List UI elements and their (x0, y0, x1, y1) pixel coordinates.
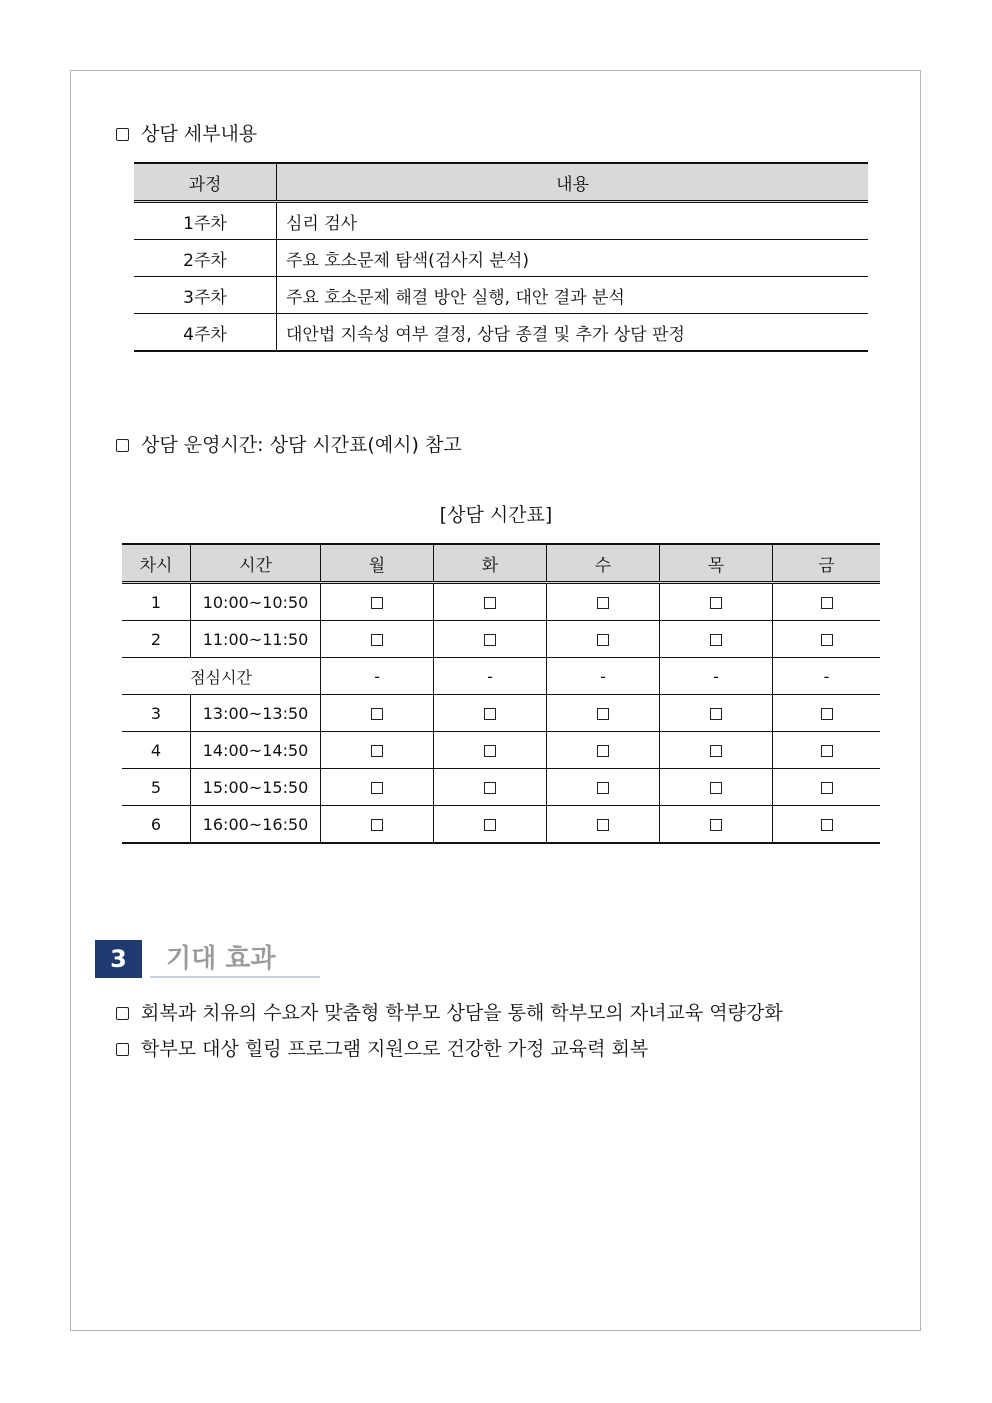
checkbox[interactable] (371, 782, 383, 794)
square-bullet-icon (116, 1043, 129, 1056)
checkbox[interactable] (371, 597, 383, 609)
checkbox[interactable] (371, 819, 383, 831)
content-cell: 심리 검사 (277, 202, 869, 240)
detail-table-header (134, 163, 868, 202)
checkbox[interactable] (597, 634, 609, 646)
week-cell: 2주차 (134, 240, 277, 277)
section-number-badge: 3 (95, 940, 142, 978)
wed-cell (547, 732, 660, 769)
thu-cell (660, 806, 773, 844)
tue-cell (434, 732, 547, 769)
header-content: 내용 (277, 163, 869, 202)
checkbox[interactable] (821, 597, 833, 609)
table-row (134, 202, 868, 240)
time-cell: 14:00~14:50 (191, 732, 321, 769)
bullet-effect-text: 회복과 치유의 수요자 맞춤형 학부모 상담을 통해 학부모의 자녀교육 역량강화 (141, 1002, 783, 1024)
tue-cell (434, 806, 547, 844)
tue-cell (434, 769, 547, 806)
header-wed: 수 (547, 544, 660, 583)
week-cell: 1주차 (134, 202, 277, 240)
mon-cell (321, 583, 434, 621)
schedule-table (122, 543, 880, 844)
time-cell: 15:00~15:50 (191, 769, 321, 806)
table-row (122, 769, 880, 806)
checkbox[interactable] (597, 819, 609, 831)
table-row (134, 240, 868, 277)
checkbox[interactable] (821, 782, 833, 794)
lunch-row (122, 658, 880, 695)
dash-cell: - (321, 658, 434, 695)
thu-cell (660, 732, 773, 769)
bullet-effect-1 (116, 1001, 783, 1025)
table-row (122, 583, 880, 621)
tue-cell (434, 621, 547, 658)
wed-cell (547, 583, 660, 621)
checkbox[interactable] (371, 634, 383, 646)
bullet-hours-text: 상담 운영시간: 상담 시간표(예시) 참고 (141, 434, 462, 456)
checkbox[interactable] (484, 708, 496, 720)
time-cell: 11:00~11:50 (191, 621, 321, 658)
thu-cell (660, 769, 773, 806)
checkbox[interactable] (710, 782, 722, 794)
content-cell: 주요 호소문제 해결 방안 실행, 대안 결과 분석 (277, 277, 869, 314)
section-title: 기대 효과 (150, 940, 320, 978)
checkbox[interactable] (484, 597, 496, 609)
bullet-hours (116, 433, 462, 457)
schedule-caption: [상담 시간표] (439, 504, 553, 526)
checkbox[interactable] (821, 708, 833, 720)
bullet-effect-2 (116, 1037, 648, 1061)
mon-cell (321, 769, 434, 806)
square-bullet-icon (116, 128, 129, 141)
checkbox[interactable] (484, 819, 496, 831)
fri-cell (773, 769, 881, 806)
detail-table (134, 162, 868, 352)
header-session: 차시 (122, 544, 191, 583)
wed-cell (547, 695, 660, 732)
table-row (134, 277, 868, 314)
mon-cell (321, 695, 434, 732)
session-cell: 4 (122, 732, 191, 769)
content-cell: 주요 호소문제 탐색(검사지 분석) (277, 240, 869, 277)
table-row (122, 732, 880, 769)
time-cell: 10:00~10:50 (191, 583, 321, 621)
wed-cell (547, 806, 660, 844)
checkbox[interactable] (710, 708, 722, 720)
mon-cell (321, 621, 434, 658)
checkbox[interactable] (484, 634, 496, 646)
time-cell: 16:00~16:50 (191, 806, 321, 844)
fri-cell (773, 621, 881, 658)
fri-cell (773, 583, 881, 621)
square-bullet-icon (116, 1007, 129, 1020)
time-cell: 13:00~13:50 (191, 695, 321, 732)
week-cell: 3주차 (134, 277, 277, 314)
checkbox[interactable] (597, 745, 609, 757)
dash-cell: - (434, 658, 547, 695)
dash-cell: - (660, 658, 773, 695)
wed-cell (547, 621, 660, 658)
header-time: 시간 (191, 544, 321, 583)
header-course: 과정 (134, 163, 277, 202)
bullet-effect-text: 학부모 대상 힐링 프로그램 지원으로 건강한 가정 교육력 회복 (141, 1038, 649, 1060)
mon-cell (321, 732, 434, 769)
square-bullet-icon (116, 439, 129, 452)
session-cell: 2 (122, 621, 191, 658)
fri-cell (773, 732, 881, 769)
mon-cell (321, 806, 434, 844)
session-cell: 6 (122, 806, 191, 844)
table-row (122, 621, 880, 658)
bullet-detail-text: 상담 세부내용 (141, 123, 258, 145)
checkbox[interactable] (597, 782, 609, 794)
checkbox[interactable] (371, 708, 383, 720)
table-row (134, 314, 868, 352)
session-cell: 3 (122, 695, 191, 732)
checkbox[interactable] (821, 819, 833, 831)
checkbox[interactable] (597, 708, 609, 720)
fri-cell (773, 695, 881, 732)
bullet-detail (116, 122, 257, 146)
header-tue: 화 (434, 544, 547, 583)
checkbox[interactable] (821, 745, 833, 757)
checkbox[interactable] (710, 819, 722, 831)
header-thu: 목 (660, 544, 773, 583)
week-cell: 4주차 (134, 314, 277, 352)
session-cell: 1 (122, 583, 191, 621)
table-row (122, 695, 880, 732)
tue-cell (434, 583, 547, 621)
checkbox[interactable] (710, 597, 722, 609)
checkbox[interactable] (710, 745, 722, 757)
tue-cell (434, 695, 547, 732)
schedule-header (122, 544, 880, 583)
fri-cell (773, 806, 881, 844)
dash-cell: - (773, 658, 881, 695)
dash-cell: - (547, 658, 660, 695)
checkbox[interactable] (484, 782, 496, 794)
checkbox[interactable] (371, 745, 383, 757)
checkbox[interactable] (710, 634, 722, 646)
content-cell: 대안법 지속성 여부 결정, 상담 종결 및 추가 상담 판정 (277, 314, 869, 352)
thu-cell (660, 621, 773, 658)
checkbox[interactable] (821, 634, 833, 646)
thu-cell (660, 695, 773, 732)
thu-cell (660, 583, 773, 621)
checkbox[interactable] (484, 745, 496, 757)
checkbox[interactable] (597, 597, 609, 609)
wed-cell (547, 769, 660, 806)
lunch-cell: 점심시간 (122, 658, 321, 695)
table-row (122, 806, 880, 844)
header-mon: 월 (321, 544, 434, 583)
header-fri: 금 (773, 544, 881, 583)
session-cell: 5 (122, 769, 191, 806)
